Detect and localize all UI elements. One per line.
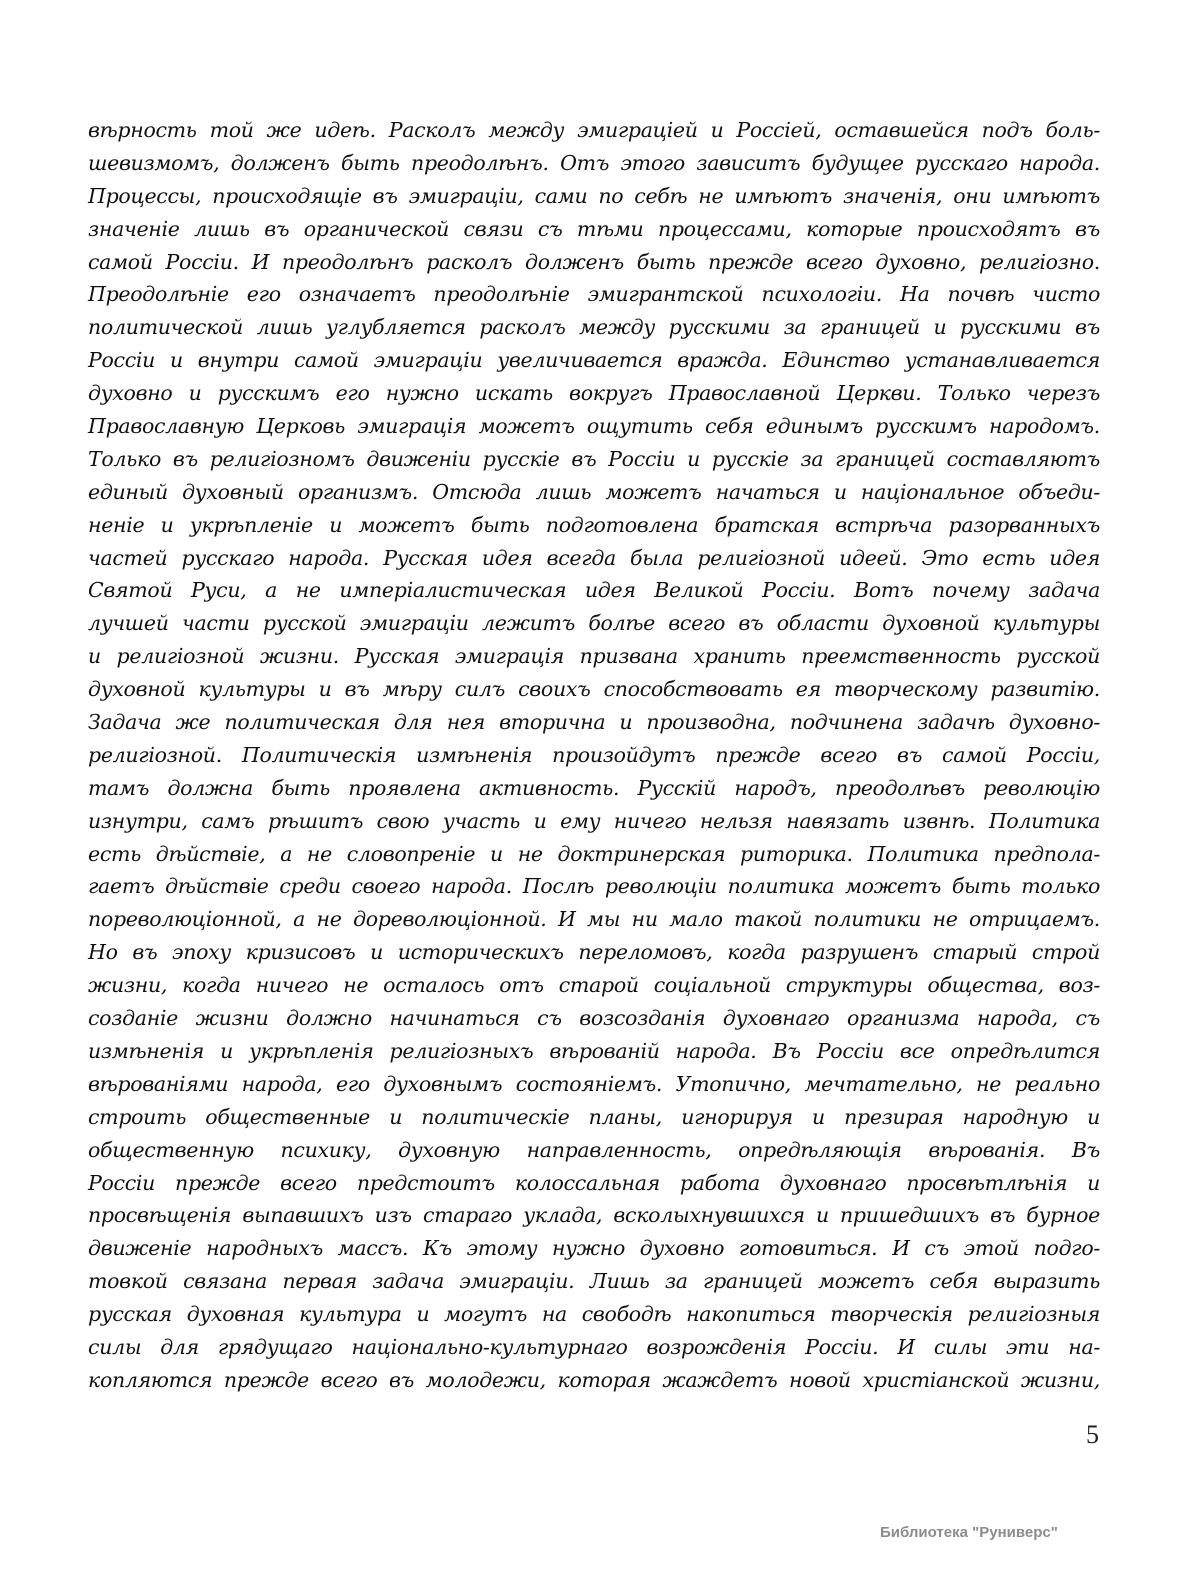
text-line: шевизмомъ, долженъ быть преодолѣнъ. Отъ этого зависитъ будущее русскаго народа. <box>88 150 1100 175</box>
text-line: товкой связана первая задача эмиграціи. Лишь за границей можетъ себя выразить <box>88 1269 1100 1294</box>
text-line: вѣрованіями народа, его духовнымъ состояніемъ. Утопично, мечтательно, не реально <box>88 1071 1100 1096</box>
page-number: 5 <box>1086 1420 1099 1449</box>
text-line: силы для грядущаго національно-культурнаго возрожденія Россіи. И силы эти на- <box>88 1334 1100 1359</box>
text-line: частей русскаго народа. Русская идея всегда была религіозной идеей. Это есть идея <box>88 545 1100 570</box>
text-line: гаетъ дѣйствіе среди своего народа. Послѣ революціи политика можетъ быть только <box>88 874 1100 899</box>
text-line: просвѣщенія выпавшихъ изъ стараго уклада, всколыхнувшихся и пришедшихъ въ бурное <box>88 1203 1100 1228</box>
text-line: Православную Церковь эмиграція можетъ ощутить себя единымъ русскимъ народомъ. <box>88 414 1100 439</box>
text-line: движеніе народныхъ массъ. Къ этому нужно духовно готовиться. И съ этой подго- <box>88 1236 1100 1261</box>
text-line: духовной культуры и въ мѣру силъ своихъ способствовать ея творческому развитію. <box>88 677 1100 702</box>
text-line: значеніе лишь въ органической связи съ тѣми процессами, которые происходятъ въ <box>88 216 1100 241</box>
library-watermark: Библиотека "Руниверс" <box>880 1524 1058 1541</box>
text-line: строить общественные и политическіе планы, игнорируя и презирая народную и <box>88 1104 1100 1129</box>
text-line: тамъ должна быть проявлена активность. Русскій народъ, преодолѣвъ революцію <box>88 775 1100 800</box>
text-line: измѣненія и укрѣпленія религіозныхъ вѣрованій народа. Въ Россіи все опредѣлится <box>88 1038 1100 1063</box>
text-line: Только въ религіозномъ движеніи русскіе въ Россіи и русскіе за границей составляютъ <box>88 446 1100 471</box>
text-line: изнутри, самъ рѣшитъ свою участь и ему ничего нельзя навязать извнѣ. Политика <box>88 808 1100 833</box>
page-body-text <box>88 114 1100 1397</box>
text-line: общественную психику, духовную направленность, опредѣляющія вѣрованія. Въ <box>88 1137 1100 1162</box>
text-line: Задача же политическая для нея вторична и производна, подчинена задачѣ духовно- <box>88 710 1100 735</box>
text-line: жизни, когда ничего не осталось отъ старой соціальной структуры общества, воз- <box>88 973 1100 998</box>
text-line: самой Россіи. И преодолѣнъ расколъ долженъ быть прежде всего духовно, религіозно. <box>88 249 1100 274</box>
text-line: Но въ эпоху кризисовъ и историческихъ переломовъ, когда разрушенъ старый строй <box>88 940 1100 965</box>
text-line: единый духовный организмъ. Отсюда лишь можетъ начаться и національное объеди- <box>88 479 1100 504</box>
text-line: Преодолѣніе его означаетъ преодолѣніе эмигрантской психологіи. На почвѣ чисто <box>88 282 1100 307</box>
text-line: копляются прежде всего въ молодежи, которая жаждетъ новой христіанской жизни, <box>88 1367 1100 1392</box>
text-line: Россіи и внутри самой эмиграціи увеличивается вражда. Единство устанавливается <box>88 348 1100 373</box>
text-line: неніе и укрѣпленіе и можетъ быть подготовлена братская встрѣча разорванныхъ <box>88 512 1100 537</box>
text-line: есть дѣйствіе, а не словопреніе и не доктринерская риторика. Политика предпола- <box>88 841 1100 866</box>
text-line: религіозной. Политическія измѣненія произойдутъ прежде всего въ самой Россіи, <box>88 742 1100 767</box>
text-line: созданіе жизни должно начинаться съ возсозданія духовнаго организма народа, съ <box>88 1006 1100 1031</box>
text-line: вѣрность той же идеѣ. Расколъ между эмиграціей и Россіей, оставшейся подъ боль- <box>88 118 1100 142</box>
text-line: Процессы, происходящіе въ эмиграціи, сами по себѣ не имѣютъ значенія, они имѣютъ <box>88 183 1100 208</box>
text-line: Святой Руси, а не имперіалистическая идея Великой Россіи. Вотъ почему задача <box>88 578 1100 603</box>
text-line: пореволюціонной, а не дореволюціонной. И мы ни мало такой политики не отрицаемъ. <box>88 907 1100 932</box>
text-line: русская духовная культура и могутъ на свободѣ накопиться творческія религіозныя <box>88 1302 1100 1327</box>
text-line: политической лишь углубляется расколъ между русскими за границей и русскими въ <box>88 315 1100 340</box>
text-line: лучшей части русской эмиграціи лежитъ болѣе всего въ области духовной культуры <box>88 611 1100 636</box>
text-line: Россіи прежде всего предстоитъ колоссальная работа духовнаго просвѣтлѣнія и <box>88 1170 1100 1195</box>
text-line: и религіозной жизни. Русская эмиграція призвана хранить преемственность русской <box>88 644 1100 669</box>
text-line: духовно и русскимъ его нужно искать вокругъ Православной Церкви. Только черезъ <box>88 381 1100 406</box>
